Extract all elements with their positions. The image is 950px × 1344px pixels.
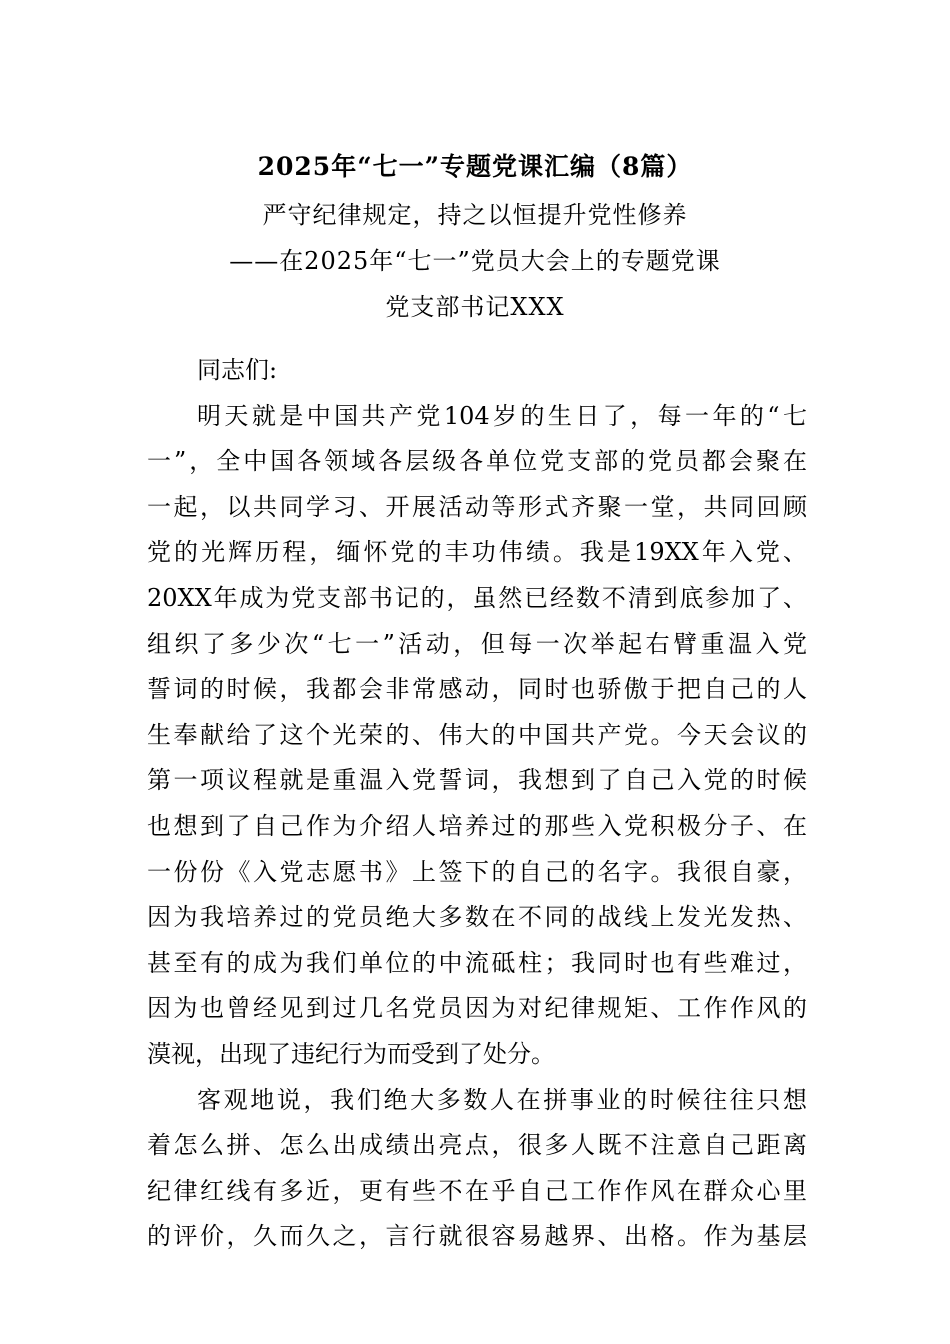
paragraph-1-line: 一”，全中国各领域各层级各单位党支部的党员都会聚在 [147, 447, 807, 476]
author-line: 党支部书记XXX [385, 293, 565, 321]
paragraph-1-line: 20XX年成为党支部书记的，虽然已经数不清到底参加了、 [147, 583, 807, 612]
document-title: 2025年“七一”专题党课汇编（8篇） [257, 152, 693, 181]
paragraph-1-line: 一起，以共同学习、开展活动等形式齐聚一堂，共同回顾 [147, 492, 807, 521]
subtitle-occasion: ——在2025年“七一”党员大会上的专题党课 [229, 247, 721, 275]
paragraph-1-line: 一份份《入党志愿书》上签下的自己的名字。我很自豪， [147, 857, 807, 886]
paragraph-1-line: 因为我培养过的党员绝大多数在不同的战线上发光发热、 [147, 903, 807, 932]
paragraph-1-line: 党的光辉历程，缅怀党的丰功伟绩。我是19XX年入党、 [147, 538, 807, 567]
subtitle-main: 严守纪律规定，持之以恒提升党性修养 [262, 201, 688, 229]
paragraph-1-line: 明天就是中国共产党104岁的生日了，每一年的“七 [197, 401, 807, 430]
paragraph-1-line: 第一项议程就是重温入党誓词，我想到了自己入党的时候 [147, 766, 807, 795]
paragraph-1-line: 因为也曾经见到过几名党员因为对纪律规矩、工作作风的 [147, 994, 807, 1023]
paragraph-2-line: 的评价，久而久之，言行就很容易越界、出格。作为基层 [147, 1222, 807, 1251]
paragraph-2-line: 纪律红线有多近，更有些不在乎自己工作作风在群众心里 [147, 1176, 807, 1205]
paragraph-2-line: 客观地说，我们绝大多数人在拼事业的时候往往只想 [197, 1085, 807, 1114]
paragraph-2-line: 着怎么拼、怎么出成绩出亮点，很多人既不注意自己距离 [147, 1131, 807, 1160]
paragraph-1-line: 也想到了自己作为介绍人培养过的那些入党积极分子、在 [147, 811, 807, 840]
paragraph-1-line: 漠视，出现了违纪行为而受到了处分。 [147, 1039, 555, 1068]
paragraph-1-line: 甚至有的成为我们单位的中流砥柱；我同时也有些难过， [147, 948, 807, 977]
paragraph-1-line: 生奉献给了这个光荣的、伟大的中国共产党。今天会议的 [147, 720, 807, 749]
greeting: 同志们: [197, 356, 278, 384]
subtitle-block [0, 192, 950, 330]
body-text [147, 348, 807, 1260]
paragraph-1-line: 组织了多少次“七一”活动，但每一次举起右臂重温入党 [147, 629, 807, 658]
paragraph-1-line: 誓词的时候，我都会非常感动，同时也骄傲于把自己的人 [147, 675, 807, 704]
